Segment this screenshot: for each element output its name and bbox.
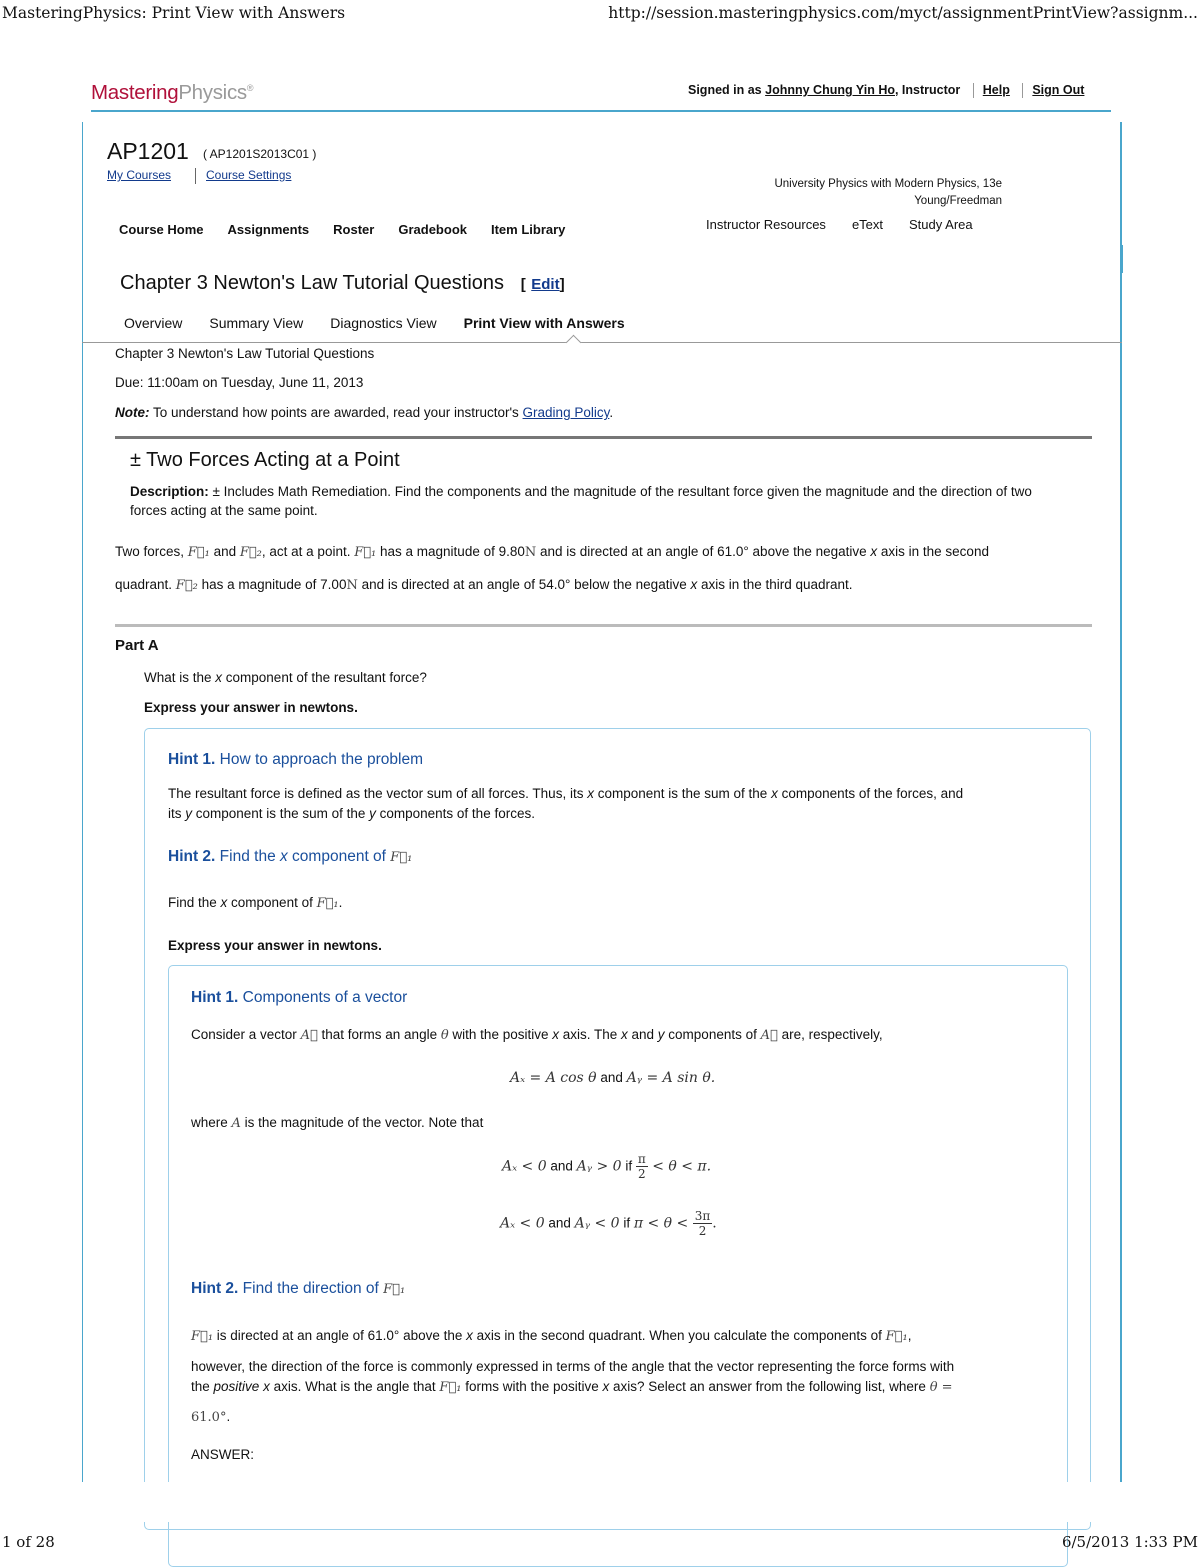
- x-symbol: x: [466, 1328, 473, 1343]
- hint-text: is directed at an angle of 61.0° above the: [213, 1328, 467, 1343]
- tab-summary-view[interactable]: Summary View: [209, 315, 304, 331]
- theta-equals: θ =: [929, 1380, 953, 1395]
- course-id: ( AP1201S2013C01 ): [203, 147, 317, 161]
- hint-text: axis. What is the angle that: [269, 1379, 440, 1394]
- equation-third-quadrant: [500, 1209, 717, 1238]
- main-nav: [119, 222, 589, 237]
- statement-text: and is directed at an angle of 61.0° above the negative: [536, 544, 871, 559]
- x-symbol: x: [621, 1027, 628, 1042]
- nav-assignments[interactable]: Assignments: [227, 222, 310, 237]
- signed-in-label: Signed in as: [688, 83, 762, 97]
- sign-out-link[interactable]: Sign Out: [1032, 83, 1085, 97]
- user-role: , Instructor: [894, 83, 961, 97]
- tab-diagnostics-view[interactable]: Diagnostics View: [330, 315, 437, 331]
- sub-hint-2-body-line2: however, the direction of the force is commonly expressed in terms of the angle that the vector representing the force forms with: [191, 1359, 955, 1374]
- nav-study-area[interactable]: Study Area: [909, 217, 973, 232]
- hint-title-text: Find the: [215, 848, 280, 865]
- f2-symbol: F⃗₂: [175, 578, 198, 593]
- part-a-question: [144, 670, 427, 685]
- x-symbol: x: [771, 786, 778, 801]
- x-symbol: x: [870, 544, 878, 559]
- nav-instructor-resources[interactable]: Instructor Resources: [706, 217, 826, 232]
- edit-link[interactable]: Edit: [531, 276, 560, 293]
- equation-ay-pos: Aᵧ > 0: [576, 1158, 622, 1175]
- description-text: ± Includes Math Remediation. Find the components and the magnitude of the resultant force given the magnitude and the direction of two forces acting at the same point.: [130, 484, 1032, 518]
- fraction-numerator: 3π: [694, 1209, 711, 1223]
- logo-part2: Physics: [178, 81, 247, 104]
- statement-text: has a magnitude of 9.80: [376, 544, 525, 559]
- nav-gradebook[interactable]: Gradebook: [398, 222, 467, 237]
- f1-symbol: F⃗₁: [191, 1329, 214, 1344]
- y-symbol: y: [369, 806, 376, 821]
- f1-symbol: F⃗₁: [383, 1282, 406, 1297]
- equation-ax-neg: Aₓ < 0: [502, 1158, 547, 1175]
- grading-policy-link[interactable]: Grading Policy: [522, 405, 610, 420]
- tab-overview[interactable]: Overview: [124, 315, 183, 331]
- x-symbol: x: [263, 1379, 270, 1394]
- hint-text: axis. The: [558, 1027, 622, 1042]
- hint-title-text: How to approach the problem: [215, 751, 424, 768]
- hint-text: components of: [664, 1027, 761, 1042]
- hint-text: component is the sum of the: [593, 786, 772, 801]
- equation-ay-neg: Aᵧ < 0: [574, 1215, 620, 1232]
- content-frame-right: [1120, 122, 1122, 1482]
- page-break: [82, 1482, 1127, 1522]
- part-a-express: Express your answer in newtons.: [144, 700, 358, 715]
- vector-a-symbol: A⃗: [300, 1028, 318, 1043]
- hint-text: that forms an angle: [317, 1027, 441, 1042]
- logo-mark: ®: [246, 83, 254, 94]
- hint-text: are, respectively,: [777, 1027, 883, 1042]
- help-link[interactable]: Help: [982, 83, 1010, 97]
- sub-hint-1-title[interactable]: [191, 989, 407, 1007]
- unit-newton: N: [524, 545, 537, 560]
- note-end: .: [609, 405, 614, 420]
- divider: [195, 168, 196, 184]
- x-symbol: x: [220, 895, 228, 910]
- hint-text: and: [627, 1027, 658, 1042]
- part-a-heading: Part A: [115, 637, 159, 654]
- note-text: To understand how points are awarded, read your instructor's: [149, 405, 523, 420]
- x-symbol: x: [690, 577, 698, 592]
- hint-text: the: [191, 1379, 214, 1394]
- statement-text: axis in the third quadrant.: [697, 577, 853, 592]
- statement-text: has a magnitude of 7.00: [197, 577, 347, 592]
- hint-text: component is the sum of the: [192, 806, 370, 821]
- note-label: Note:: [115, 405, 150, 420]
- divider: [1022, 83, 1023, 98]
- x-symbol: x: [280, 848, 288, 865]
- sub-hints-container: [168, 965, 1068, 1567]
- statement-text: and: [209, 544, 240, 559]
- hint-number: Hint 1.: [191, 989, 239, 1006]
- hint-text: axis in the second quadrant. When you calculate the components of: [472, 1328, 886, 1343]
- problem-title: ± Two Forces Acting at a Point: [130, 449, 400, 471]
- nav-item-library[interactable]: Item Library: [490, 222, 566, 237]
- equation-and: and: [546, 1158, 577, 1174]
- hint-title-text: Components of a vector: [238, 989, 408, 1006]
- f2-symbol: F⃗₂: [239, 545, 262, 560]
- equation-range: < θ < π.: [652, 1158, 712, 1175]
- f1-symbol: F⃗₁: [187, 545, 210, 560]
- hint-2-express: Express your answer in newtons.: [168, 938, 382, 953]
- problem-statement-line1: [115, 544, 1095, 560]
- hint-2-find: [168, 893, 342, 914]
- edit-bracket-open: [: [520, 276, 526, 293]
- f1-symbol: F⃗₁: [390, 850, 413, 865]
- statement-text: , act at a point.: [261, 544, 355, 559]
- hint-number: Hint 1.: [168, 751, 216, 768]
- section-divider: [115, 436, 1092, 439]
- x-symbol: x: [215, 670, 223, 685]
- theta-symbol: θ: [440, 1028, 449, 1043]
- view-tabs: [124, 315, 652, 331]
- divider: [973, 83, 974, 98]
- account-bar: [688, 83, 1084, 98]
- sub-hint-2-title[interactable]: [191, 1280, 405, 1298]
- header-rule: [91, 110, 1111, 112]
- problem-statement-line2: [115, 577, 1095, 593]
- hint-text: .: [338, 895, 343, 910]
- equation-ax: Aₓ = A cos θ: [510, 1070, 597, 1086]
- hint-text: where: [191, 1115, 232, 1130]
- fraction-numerator: π: [637, 1152, 646, 1166]
- hint-text: component of: [227, 895, 317, 910]
- hint-1-title[interactable]: [168, 751, 423, 769]
- sub-hint-2-body-line3: [191, 1377, 1061, 1398]
- resource-nav: [706, 217, 999, 232]
- f1-symbol: F⃗₁: [439, 1380, 462, 1395]
- theta-value: 61.0°: [191, 1410, 227, 1425]
- y-symbol: y: [185, 806, 193, 821]
- equation-ay: Aᵧ = A sin θ.: [626, 1070, 716, 1086]
- tab-print-view-with-answers[interactable]: Print View with Answers: [463, 315, 625, 331]
- x-symbol: x: [552, 1027, 559, 1042]
- a-symbol: A: [231, 1116, 241, 1131]
- statement-text: axis in the second: [877, 544, 989, 559]
- active-tab-indicator: [566, 335, 582, 351]
- hint-2-title[interactable]: [168, 848, 412, 866]
- textbook-info: [774, 176, 1002, 210]
- vector-a-symbol: A⃗: [760, 1028, 778, 1043]
- hint-text: forms with the positive: [461, 1379, 603, 1394]
- content-frame-left: [82, 122, 83, 1482]
- fraction-pi-over-2: [636, 1152, 648, 1181]
- hint-text: its: [168, 806, 186, 821]
- hint-text: Consider a vector: [191, 1027, 301, 1042]
- print-datetime: 6/5/2013 1:33 PM: [1061, 1533, 1198, 1551]
- statement-text: Two forces,: [115, 544, 188, 559]
- equation-and: and: [596, 1070, 627, 1085]
- sub-hint-1-body: [191, 1025, 883, 1046]
- hint-title-text: component of: [287, 848, 391, 865]
- sub-hint-2-body-line1: [191, 1326, 1061, 1347]
- hint-text: components of the forces, and: [777, 786, 964, 801]
- answer-label: ANSWER:: [191, 1447, 255, 1462]
- problem-description: [130, 482, 1050, 520]
- nav-etext[interactable]: eText: [851, 217, 884, 232]
- f1-symbol: F⃗₁: [354, 545, 377, 560]
- hint-text: components of the forces.: [375, 806, 535, 821]
- equation-if: if: [619, 1215, 634, 1231]
- emphasis-positive: positive: [213, 1379, 260, 1394]
- page-number: 1 of 28: [2, 1533, 55, 1551]
- course-links: [107, 168, 291, 184]
- nav-course-home[interactable]: Course Home: [119, 222, 204, 237]
- fraction-denominator: 2: [637, 1167, 646, 1181]
- equation-second-quadrant: [502, 1152, 711, 1181]
- course-settings-link[interactable]: Course Settings: [206, 168, 292, 183]
- hint-text: .: [226, 1409, 231, 1424]
- content-frame-right-accent: [1120, 245, 1123, 273]
- description-label: Description:: [130, 484, 209, 499]
- course-code: AP1201: [107, 138, 189, 164]
- tabs-rule: [82, 342, 1122, 343]
- equation-range: π < θ <: [633, 1215, 689, 1232]
- statement-text: quadrant.: [115, 577, 176, 592]
- part-divider: [115, 624, 1092, 627]
- equation-if: if: [621, 1158, 636, 1174]
- nav-roster[interactable]: Roster: [333, 222, 375, 237]
- assignment-name: Chapter 3 Newton's Law Tutorial Questions: [115, 346, 375, 361]
- mastering-physics-logo[interactable]: [91, 81, 253, 105]
- print-page-title: MasteringPhysics: Print View with Answers: [2, 4, 346, 22]
- x-symbol: x: [587, 786, 594, 801]
- hint-number: Hint 2.: [191, 1280, 239, 1297]
- fraction-3pi-over-2: [693, 1209, 713, 1238]
- print-page-url: http://session.masteringphysics.com/myct/assignmentPrintView?assignm...: [608, 4, 1198, 22]
- hint-title-text: Find the direction of: [238, 1280, 384, 1297]
- my-courses-link[interactable]: My Courses: [107, 168, 172, 183]
- f1-symbol: F⃗₁: [316, 896, 339, 911]
- x-symbol: x: [602, 1379, 610, 1394]
- hint-text: with the positive: [448, 1027, 553, 1042]
- hint-text: The resultant force is defined as the vector sum of all forces. Thus, its: [168, 786, 588, 801]
- hint-text: ,: [907, 1328, 912, 1343]
- due-date: Due: 11:00am on Tuesday, June 11, 2013: [115, 375, 364, 390]
- book-authors: Young/Freedman: [914, 195, 1002, 207]
- statement-text: and is directed at an angle of 54.0° below the negative: [357, 577, 691, 592]
- hint-text: Find the: [168, 895, 221, 910]
- equation-and: and: [544, 1215, 575, 1231]
- hint-text: axis? Select an answer from the following list, where: [609, 1379, 930, 1394]
- grading-note: [115, 405, 613, 420]
- equation-end: .: [712, 1215, 717, 1232]
- assignment-title: [120, 272, 565, 295]
- question-text: component of the resultant force?: [222, 670, 427, 685]
- assignment-title-text: Chapter 3 Newton's Law Tutorial Questions: [120, 272, 505, 294]
- f1-symbol: F⃗₁: [885, 1329, 908, 1344]
- y-symbol: y: [657, 1027, 665, 1042]
- hint-1-body: [168, 784, 1068, 824]
- logo-part1: Mastering: [91, 81, 179, 104]
- equation-ax-neg: Aₓ < 0: [500, 1215, 545, 1232]
- equation-components: [510, 1070, 715, 1086]
- unit-newton: N: [346, 578, 358, 593]
- sub-hint-1-where: [191, 1113, 483, 1134]
- sub-hint-2-body-line4: [191, 1407, 230, 1428]
- edit-bracket-close: ]: [559, 276, 565, 293]
- book-title: University Physics with Modern Physics, 13e: [774, 178, 1002, 190]
- hint-text: is the magnitude of the vector. Note that: [240, 1115, 484, 1130]
- question-text: What is the: [144, 670, 216, 685]
- user-name-link[interactable]: Johnny Chung Yin Ho: [765, 83, 895, 97]
- hint-number: Hint 2.: [168, 848, 216, 865]
- fraction-denominator: 2: [698, 1224, 707, 1238]
